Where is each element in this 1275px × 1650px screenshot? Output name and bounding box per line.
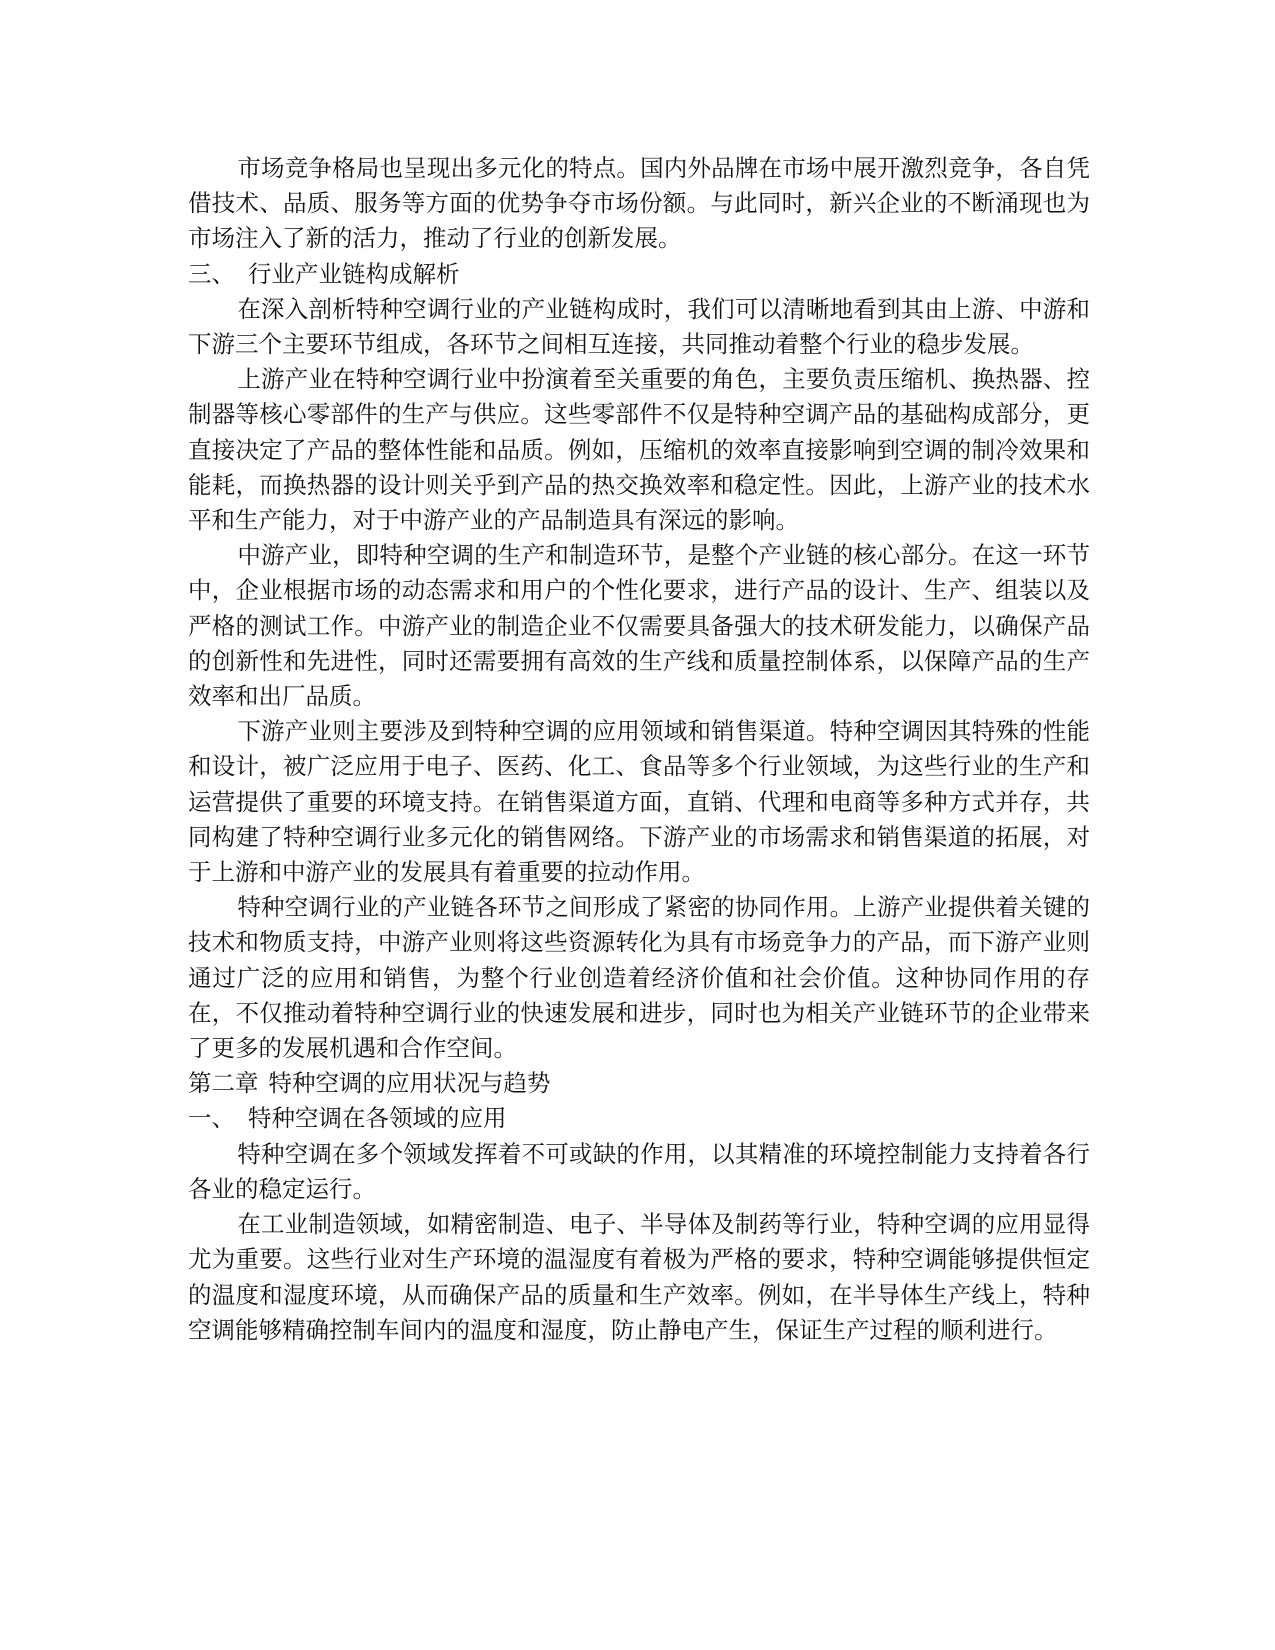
paragraph-industrial-manufacturing: 在工业制造领域，如精密制造、电子、半导体及制药等行业，特种空调的应用显得尤为重要。这些行业对生产环境的温湿度有着极为严格的要求，特种空调能够提供恒定的温度和湿度环境，从而确保产品的质量和生产效率。例如，在半导体生产线上，特种空调能够精确控制车间内的温度和湿度，防止静电产生，保证生产过程的顺利进行。 bbox=[188, 1210, 1090, 1344]
section-heading-applications bbox=[188, 1101, 1090, 1136]
section-number: 一、 bbox=[188, 1104, 235, 1133]
section-number: 三、 bbox=[188, 259, 235, 288]
paragraph-market-competition: 市场竞争格局也呈现出多元化的特点。国内外品牌在市场中展开激烈竞争，各自凭借技术、品质、服务等方面的优势争夺市场份额。与此同时，新兴企业的不断涌现也为市场注入了新的活力，推动了行业的创新发展。 bbox=[188, 154, 1090, 253]
paragraph-chain-overview: 在深入剖析特种空调行业的产业链构成时，我们可以清晰地看到其由上游、中游和下游三个主要环节组成，各环节之间相互连接，共同推动着整个行业的稳步发展。 bbox=[188, 294, 1090, 359]
section-title: 特种空调在各领域的应用 bbox=[248, 1104, 507, 1133]
chapter-number: 第二章 bbox=[188, 1069, 259, 1098]
paragraph-synergy: 特种空调行业的产业链各环节之间形成了紧密的协同作用。上游产业提供着关键的技术和物质支持，中游产业则将这些资源转化为具有市场竞争力的产品，而下游产业则通过广泛的应用和销售，为整个行业创造着经济价值和社会价值。这种协同作用的存在，不仅推动着特种空调行业的快速发展和进步，同时也为相关产业链环节的企业带来了更多的发展机遇和合作空间。 bbox=[188, 893, 1090, 1063]
section-title: 行业产业链构成解析 bbox=[248, 259, 460, 288]
paragraph-downstream: 下游产业则主要涉及到特种空调的应用领域和销售渠道。特种空调因其特殊的性能和设计，被广泛应用于电子、医药、化工、食品等多个行业领域，为这些行业的生产和运营提供了重要的环境支持。在销售渠道方面，直销、代理和电商等多种方式并存，共同构建了特种空调行业多元化的销售网络。下游产业的市场需求和销售渠道的拓展，对于上游和中游产业的发展具有着重要的拉动作用。 bbox=[188, 717, 1090, 887]
chapter-title: 特种空调的应用状况与趋势 bbox=[268, 1069, 551, 1098]
chapter-heading bbox=[188, 1066, 1090, 1101]
paragraph-midstream: 中游产业，即特种空调的生产和制造环节，是整个产业链的核心部分。在这一环节中，企业根据市场的动态需求和用户的个性化要求，进行产品的设计、生产、组装以及严格的测试工作。中游产业的制造企业不仅需要具备强大的技术研发能力，以确保产品的创新性和先进性，同时还需要拥有高效的生产线和质量控制体系，以保障产品的生产效率和出厂品质。 bbox=[188, 541, 1090, 711]
paragraph-applications-intro: 特种空调在多个领域发挥着不可或缺的作用，以其精准的环境控制能力支持着各行各业的稳定运行。 bbox=[188, 1139, 1090, 1203]
paragraph-upstream: 上游产业在特种空调行业中扮演着至关重要的角色，主要负责压缩机、换热器、控制器等核心零部件的生产与供应。这些零部件不仅是特种空调产品的基础构成部分，更直接决定了产品的整体性能和品质。例如，压缩机的效率直接影响到空调的制冷效果和能耗，而换热器的设计则关乎到产品的热交换效率和稳定性。因此，上游产业的技术水平和生产能力，对于中游产业的产品制造具有深远的影响。 bbox=[188, 365, 1090, 535]
section-heading-industry-chain bbox=[188, 257, 1090, 292]
document-body bbox=[188, 151, 1090, 1348]
